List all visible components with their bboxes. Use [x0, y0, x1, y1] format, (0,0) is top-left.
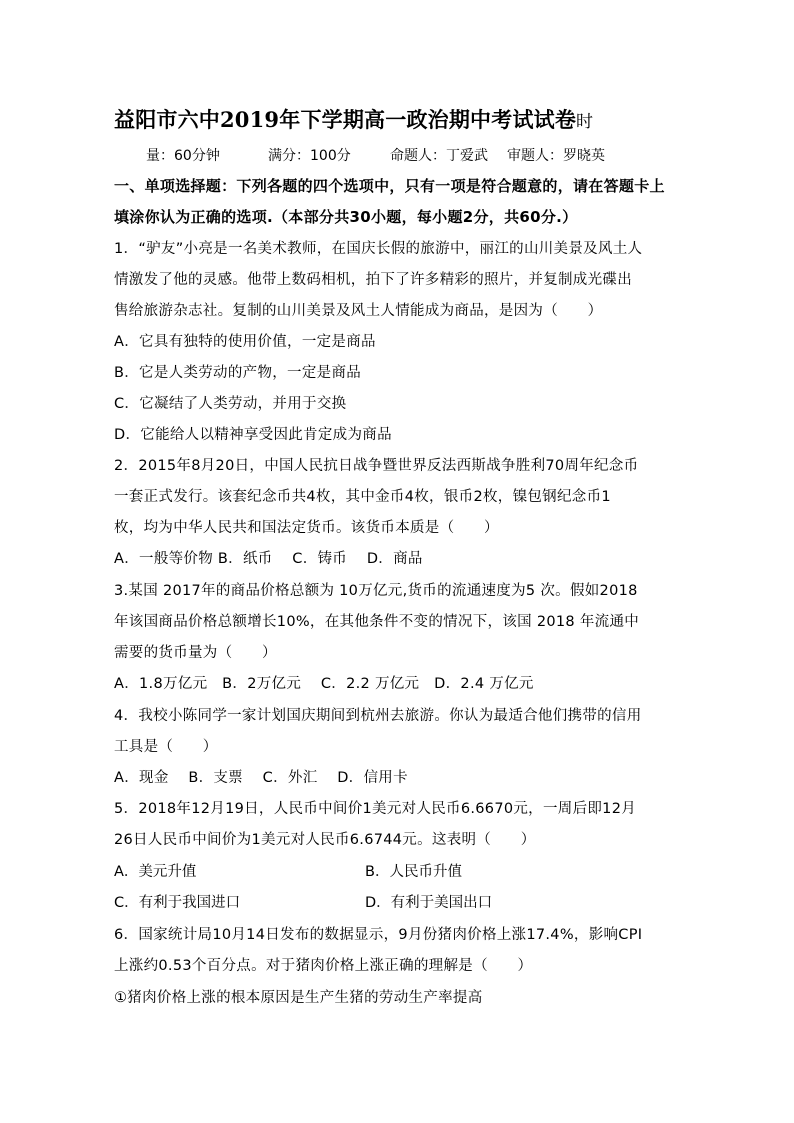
q5-options-row-2: [114, 891, 492, 912]
q2-line-3: 枚，均为中华人民共和国法定货币。该货币本质是（ ）: [114, 520, 499, 536]
q6-item-1: ①猪肉价格上涨的根本原因是生产生猪的劳动生产率提高: [114, 990, 483, 1006]
exam-title-tail: 时: [576, 112, 594, 132]
q5-option-c: C．有利于我国进口: [114, 895, 241, 911]
q5-options-row-1: [114, 860, 462, 881]
q5-line-1: 5．2018年12月19日，人民币中间价1美元对人民币6.6670元，一周后即12月: [114, 801, 637, 817]
q1-line-1: 1．“驴友”小亮是一名美术教师，在国庆长假的旅游中，丽江的山川美景及风土人: [114, 241, 643, 257]
q2-line-1: 2．2015年8月20日，中国人民抗日战争暨世界反法西斯战争胜利70周年纪念币: [114, 458, 639, 474]
q1-line-2: 情激发了他的灵感。他带上数码相机，拍下了许多精彩的照片，并复制成光碟出: [114, 272, 632, 288]
q3-line-2: 年该国商品价格总额增长10%，在其他条件不变的情况下，该国 2018 年流通中: [114, 614, 640, 630]
exam-title: [114, 104, 694, 134]
exam-meta: [146, 145, 605, 165]
q1-option-d: D．它能给人以精神享受因此肯定成为商品: [114, 427, 392, 443]
exam-score: 满分：100分: [268, 148, 351, 164]
q1-line-3: 售给旅游杂志社。复制的山川美景及风土人情能成为商品，是因为（ ）: [114, 303, 603, 319]
q5-line-2: 26日人民币中间价为1美元对人民币6.6744元。这表明（ ）: [114, 832, 536, 848]
q5-option-d: D．有利于美国出口: [365, 895, 493, 911]
q4-options: A．现金 B．支票 C．外汇 D．信用卡: [114, 770, 408, 786]
q3-options: A．1.8万亿元 B．2万亿元 C．2.2 万亿元 D．2.4 万亿元: [114, 676, 534, 692]
q2-line-2: 一套正式发行。该套纪念币共4枚，其中金币4枚，银币2枚，镍包钢纪念币1: [114, 489, 611, 505]
exam-time: 量：60分钟: [146, 148, 220, 164]
q1-option-c: C．它凝结了人类劳动，并用于交换: [114, 396, 347, 412]
q3-line-1: 3.某国 2017年的商品价格总额为 10万亿元,货币的流通速度为5 次。假如2018: [114, 583, 638, 599]
q1-option-b: B．它是人类劳动的产物，一定是商品: [114, 365, 362, 381]
exam-reviewer: 审题人：罗晓英: [507, 148, 605, 164]
q6-line-2: 上涨约0.53个百分点。对于猪肉价格上涨正确的理解是（ ）: [114, 958, 533, 974]
section-heading: 一、单项选择题：下列各题的四个选项中，只有一项是符合题意的，请在答题卡上填涂你认为正确的选项.（本部分共30小题，每小题2分，共60分.）: [114, 177, 665, 226]
q5-option-a: A．美元升值: [114, 864, 197, 880]
q2-options: A．一般等价物 B．纸币 C．铸币 D．商品: [114, 551, 423, 567]
exam-author: 命题人：丁爱武: [390, 148, 488, 164]
exam-title-main: 益阳市六中2019年下学期高一政治期中考试试卷: [114, 107, 577, 132]
q1-option-a: A．它具有独特的使用价值，一定是商品: [114, 334, 376, 350]
q3-line-3: 需要的货币量为（ ）: [114, 645, 277, 661]
q4-line-2: 工具是（ ）: [114, 739, 218, 755]
q6-line-1: 6．国家统计局10月14日发布的数据显示，9月份猪肉价格上涨17.4%，影响CPI: [114, 927, 643, 943]
q4-line-1: 4．我校小陈同学一家计划国庆期间到杭州去旅游。你认为最适合他们携带的信用: [114, 708, 642, 724]
q5-option-b: B．人民币升值: [365, 864, 462, 880]
